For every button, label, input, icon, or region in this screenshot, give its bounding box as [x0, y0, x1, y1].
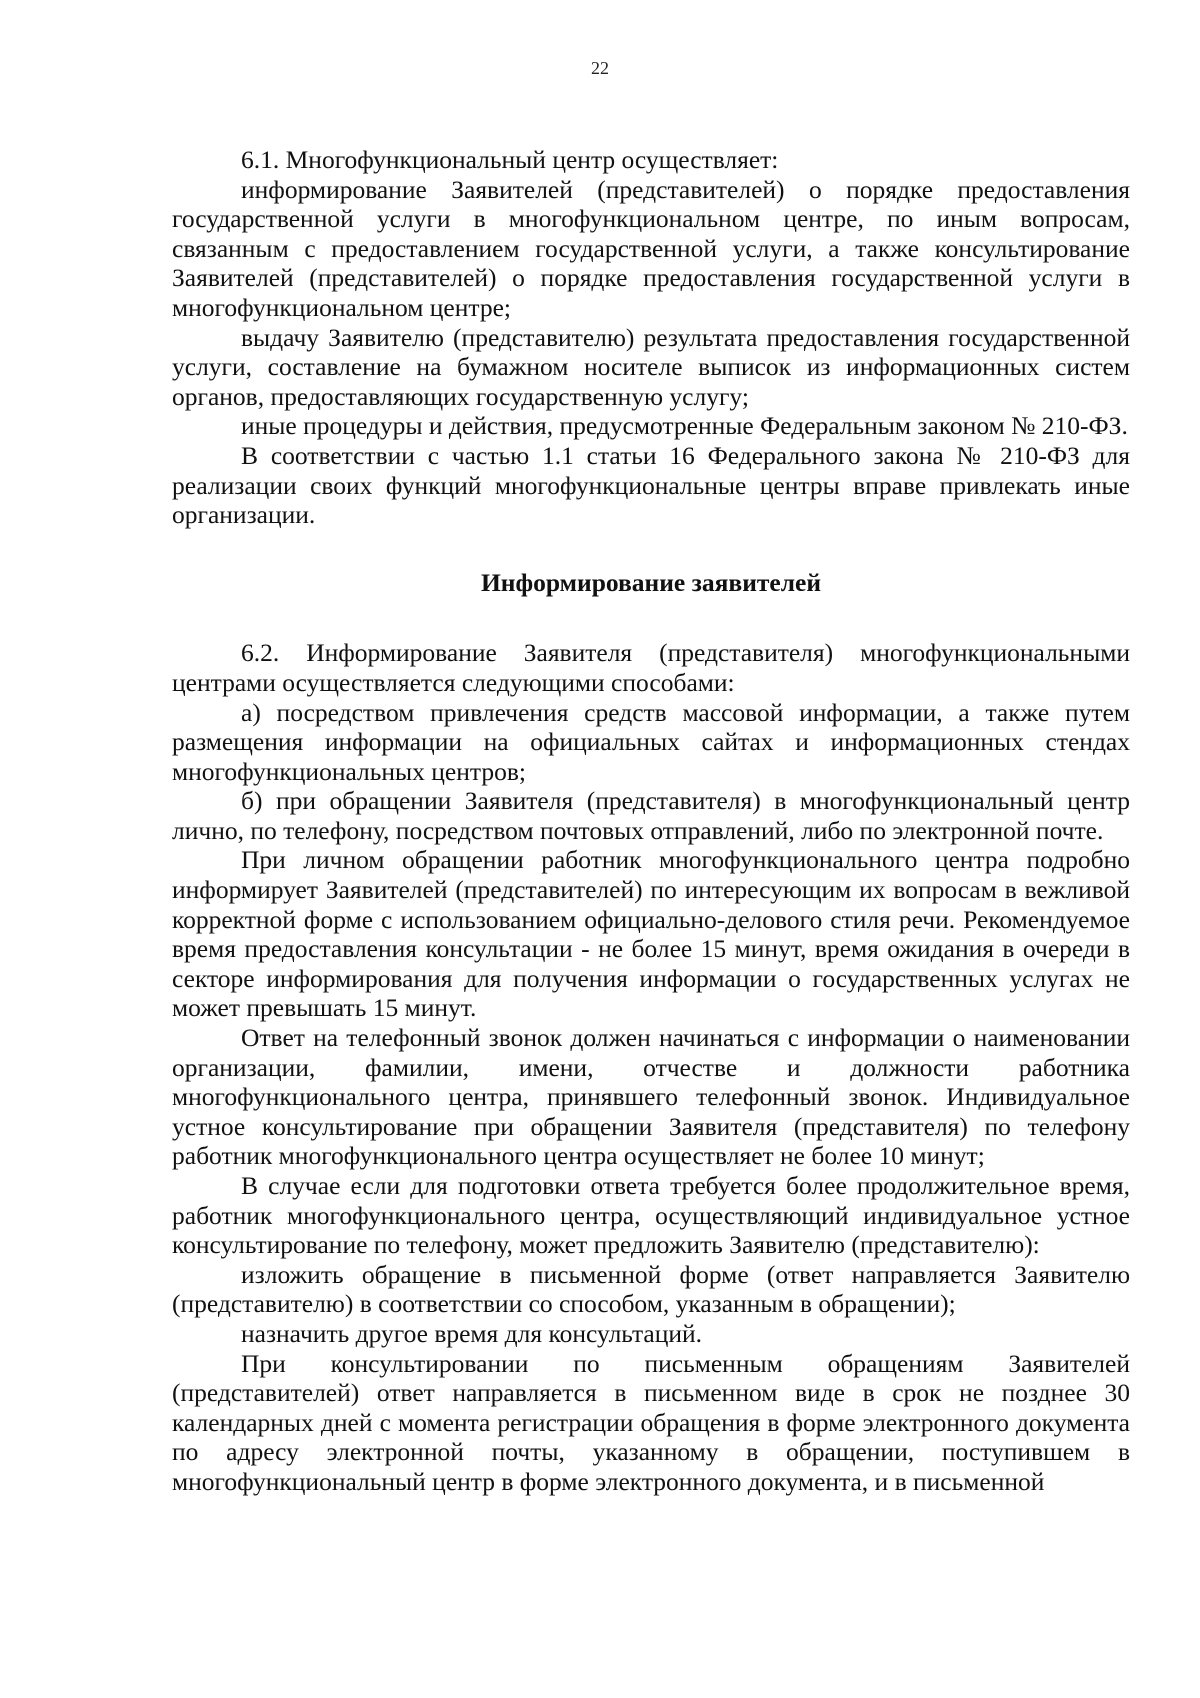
section-heading: Информирование заявителей [480, 567, 822, 597]
paragraph-informing: информирование Заявителей (представителей) о порядке предоставления государственной услуги в многофункциональном центре, по иным вопросам, связанным с предоставлением государственной услуги, а также консультирование Заявителей (представителей) о порядке предоставления государственной услуги в многофункциональном центре; [172, 174, 1130, 322]
paragraph-method-b: б) при обращении Заявителя (представителя) в многофункциональный центр лично, по телефону, посредством почтовых отправлений, либо по электронной почте. [172, 786, 1130, 845]
paragraph-method-a: а) посредством привлечения средств массовой информации, а также путем размещения информации на официальных сайтах и информационных стендах многофункциональных центров; [172, 697, 1130, 786]
page-number: 22 [591, 58, 609, 78]
paragraph-phone-answer: Ответ на телефонный звонок должен начинаться с информации о наименовании организации, фамилии, имени, отчестве и должности работника многофункционального центра, принявшего телефонный звонок. Индивидуальное устное консультирование при обращении Заявителя (представителя) по телефону работник многофункционального центра осуществляет не более 10 минут; [172, 1023, 1130, 1171]
paragraph-other-procedures: иные процедуры и действия, предусмотренные Федеральным законом № 210-ФЗ. [241, 411, 1128, 441]
paragraph-written-requests: При консультировании по письменным обращениям Заявителей (представителей) ответ направляется в письменном виде в срок не позднее 30 календарных дней с момента регистрации обращения в форме электронного документа по адресу электронной почты, указанному в обращении, поступившем в многофункциональный центр в форме электронного документа, и в письменной [172, 1348, 1130, 1496]
paragraph-another-time: назначить другое время для консультаций. [241, 1318, 703, 1348]
document-body [172, 145, 1130, 1497]
paragraph-written-form: изложить обращение в письменной форме (ответ направляется Заявителю (представителю) в соответствии со способом, указанным в обращении); [172, 1259, 1130, 1319]
paragraph-6-1: 6.1. Многофункциональный центр осуществляет: [241, 145, 779, 174]
paragraph-federal-law: В соответствии с частью 1.1 статьи 16 Федерального закона № 210-ФЗ для реализации своих функций многофункциональные центры вправе привлекать иные организации. [172, 440, 1130, 530]
paragraph-issuing-results: выдачу Заявителю (представителю) результата предоставления государственной услуги, составление на бумажном носителе выписок из информационных систем органов, предоставляющих государственную услугу; [172, 322, 1130, 411]
paragraph-6-2: 6.2. Информирование Заявителя (представителя) многофункциональными центрами осуществляется следующими способами: [172, 638, 1130, 697]
paragraph-personal-visit: При личном обращении работник многофункционального центра подробно информирует Заявителей (представителей) по интересующим их вопросам в вежливой корректной форме с использованием официально-делового стиля речи. Рекомендуемое время предоставления консультации - не более 15 минут, время ожидания в очереди в секторе информирования для получения информации о государственных услугах не может превышать 15 минут. [172, 845, 1130, 1023]
paragraph-longer-time: В случае если для подготовки ответа требуется более продолжительное время, работник многофункционального центра, осуществляющий индивидуальное устное консультирование по телефону, может предложить Заявителю (представителю): [172, 1171, 1130, 1260]
